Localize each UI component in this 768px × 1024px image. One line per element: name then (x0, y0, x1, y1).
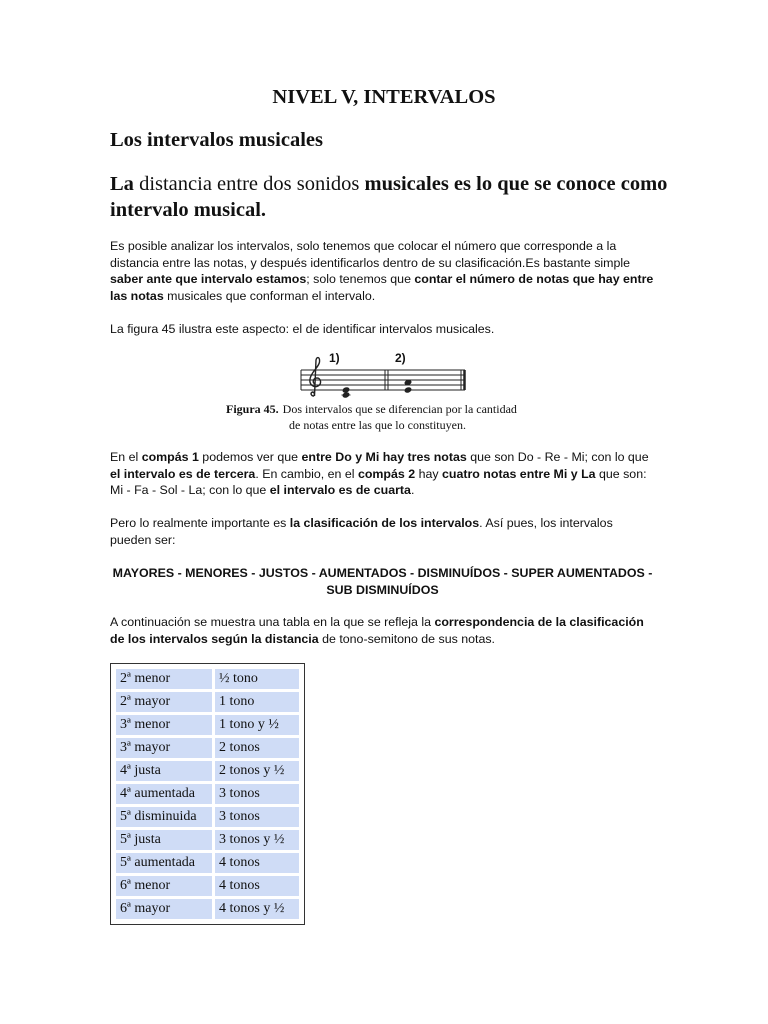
measure-1-notes (342, 386, 351, 398)
interval-distance-cell: 2 tonos (215, 738, 299, 758)
note-mi-2 (404, 386, 413, 393)
table-row (116, 738, 299, 758)
page-title: NIVEL V, INTERVALOS (272, 86, 496, 108)
lead-paragraph (110, 171, 670, 223)
interval-distance-cell: 3 tonos y ½ (215, 830, 299, 850)
interval-categories: MAYORES - MENORES - JUSTOS - AUMENTADOS - DISMINUÍDOS - SUPER AUMENTADOS - SUB DISMINUÍDOS (112, 566, 653, 597)
text-run: saber ante que intervalo estamos (110, 272, 307, 287)
interval-table-grid (113, 666, 302, 922)
table-row (116, 807, 299, 827)
interval-distance-cell: 1 tono y ½ (215, 715, 299, 735)
text-run: musicales es lo que se conoce como intervalo musical. (110, 173, 668, 221)
paragraph-table-intro (110, 614, 655, 647)
text-run: de tono-semitono de sus notas. (318, 631, 495, 646)
text-run: correspondencia de la clasificación de los intervalos según la distancia (110, 615, 644, 646)
table-row (116, 853, 299, 873)
table-row (116, 876, 299, 896)
interval-name-cell: 5ª disminuida (116, 807, 212, 827)
text-run: podemos ver que (198, 450, 302, 464)
text-run: que son Do - Re - Mi; con lo que (466, 450, 649, 464)
table-row (116, 692, 299, 712)
table-row (116, 784, 299, 804)
table-row (116, 761, 299, 781)
figure-caption (226, 402, 556, 433)
text-run: La (110, 173, 134, 195)
interval-distance-cell: 2 tonos y ½ (215, 761, 299, 781)
text-run: Pero lo realmente importante es (110, 516, 290, 530)
text-run: A continuación se muestra una tabla en la que se refleja la (110, 615, 435, 629)
table-row (116, 715, 299, 735)
interval-distance-cell: 3 tonos (215, 807, 299, 827)
interval-distance-cell: 1 tono (215, 692, 299, 712)
measure-1-label: 1) (329, 351, 340, 365)
text-run: el intervalo es de cuarta (269, 483, 411, 498)
text-run: ; solo tenemos que (306, 272, 415, 287)
table-row (116, 669, 299, 689)
text-run: musicales que conforman el intervalo. (163, 289, 376, 304)
caption-line-1: Dos intervalos que se diferencian por la cantidad (282, 402, 517, 416)
text-run: cuatro notas entre Mi y La (442, 466, 596, 481)
interval-distance-cell: 3 tonos (215, 784, 299, 804)
text-run: . (410, 483, 415, 498)
staff-lines (301, 370, 465, 390)
figure-label: Figura 45. (226, 402, 279, 416)
paragraph-measures (110, 449, 655, 499)
paragraph-figure-reference: La figura 45 ilustra este aspecto: el de identificar intervalos musicales. (110, 322, 495, 336)
text-run: distancia entre dos sonidos (133, 173, 365, 195)
text-run: hay (415, 466, 442, 481)
measure-2-label: 2) (395, 351, 406, 365)
interval-name-cell: 2ª mayor (116, 692, 212, 712)
interval-table (110, 663, 305, 925)
section-heading: Los intervalos musicales (110, 129, 323, 151)
paragraph-classification (110, 515, 655, 548)
text-run: la clasificación de los intervalos (289, 516, 480, 530)
interval-name-cell: 4ª justa (116, 761, 212, 781)
interval-distance-cell: ½ tono (215, 669, 299, 689)
interval-name-cell: 3ª mayor (116, 738, 212, 758)
music-score-figure (299, 348, 469, 400)
text-run: compás 1 (141, 450, 199, 464)
interval-name-cell: 2ª menor (116, 669, 212, 689)
table-row (116, 830, 299, 850)
text-run: . Así pues, los intervalos pueden ser: (110, 516, 613, 547)
interval-name-cell: 6ª menor (116, 876, 212, 896)
interval-distance-cell: 4 tonos y ½ (215, 899, 299, 919)
interval-distance-cell: 4 tonos (215, 876, 299, 896)
text-run: que son: Mi - Fa - Sol - La; con lo que (110, 466, 647, 498)
interval-name-cell: 6ª mayor (116, 899, 212, 919)
caption-line-2: de notas entre las que lo constituyen. (289, 417, 466, 432)
paragraph-analysis (110, 238, 655, 305)
text-run: En el (110, 450, 142, 464)
text-run: . En cambio, en el (255, 466, 358, 481)
interval-name-cell: 3ª menor (116, 715, 212, 735)
measure-2-notes (404, 379, 413, 394)
interval-name-cell: 5ª justa (116, 830, 212, 850)
text-run: entre Do y Mi hay tres notas (301, 450, 467, 464)
text-run: el intervalo es de tercera (110, 466, 256, 481)
text-run: Es posible analizar los intervalos, solo tenemos que colocar el número que corresponde a la distancia entre las notas, y después identificarlos dentro de su clasificación.Es bastante simple (110, 239, 631, 270)
interval-name-cell: 4ª aumentada (116, 784, 212, 804)
interval-name-cell: 5ª aumentada (116, 853, 212, 873)
table-row (116, 899, 299, 919)
interval-distance-cell: 4 tonos (215, 853, 299, 873)
text-run: compás 2 (357, 466, 416, 481)
note-mi (342, 386, 351, 393)
text-run: contar el número de notas que hay entre las notas (110, 272, 654, 304)
